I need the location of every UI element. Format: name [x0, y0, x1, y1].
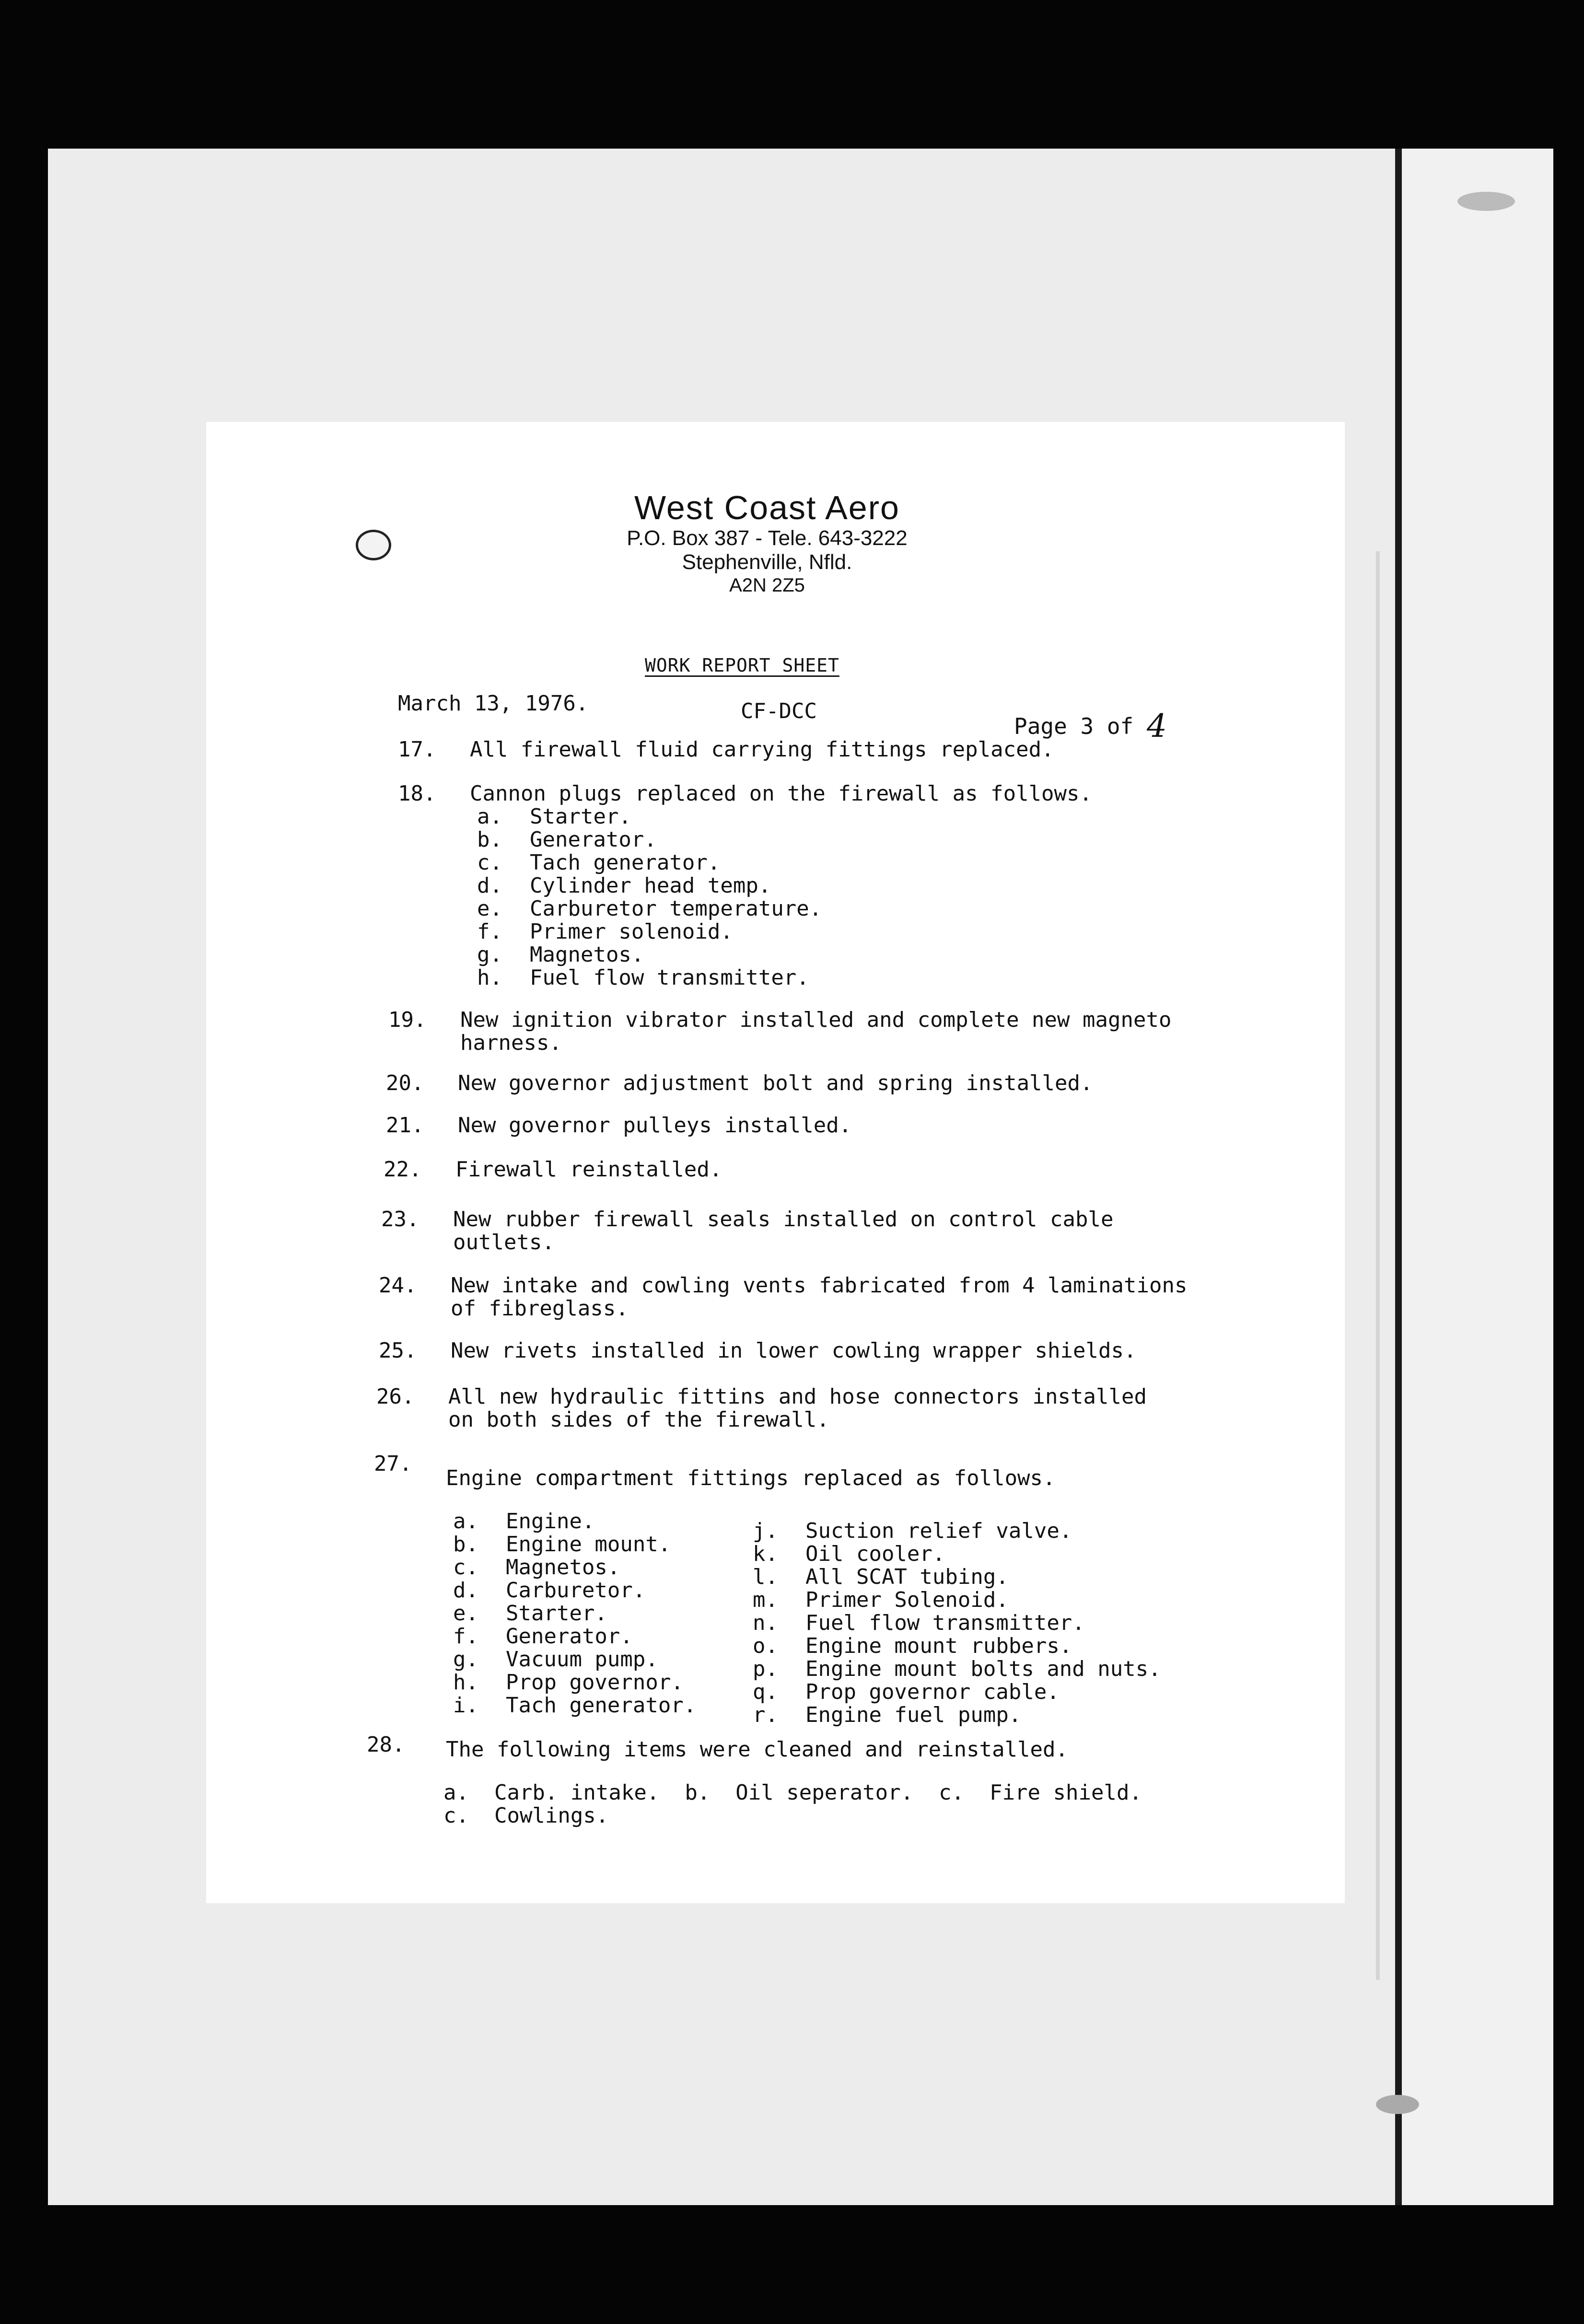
- sub-item: e. Starter.: [453, 1601, 607, 1626]
- item-text: harness.: [460, 1031, 562, 1055]
- item-text: New intake and cowling vents fabricated from 4 laminations: [451, 1273, 1188, 1298]
- item-text: New ignition vibrator installed and complete new magneto: [460, 1008, 1172, 1032]
- item-text: All firewall fluid carrying fittings replaced.: [470, 737, 1054, 762]
- item-number: 21.: [386, 1113, 424, 1138]
- document-title: WORK REPORT SHEET: [645, 655, 839, 676]
- item-number: 24.: [379, 1273, 417, 1298]
- backing-fold-line: [1395, 149, 1402, 2205]
- sub-item: l. All SCAT tubing.: [753, 1565, 1009, 1589]
- sub-item: p. Engine mount bolts and nuts.: [753, 1657, 1161, 1681]
- page-total: 4: [1146, 708, 1167, 744]
- sub-item: c. Magnetos.: [453, 1555, 620, 1580]
- page-label: Page 3 of: [1014, 713, 1147, 739]
- item-text: outlets.: [453, 1230, 555, 1255]
- sub-item-line: c. Cowlings.: [443, 1803, 609, 1828]
- sub-item: a. Engine.: [453, 1509, 595, 1534]
- item-text: New rivets installed in lower cowling wrapper shields.: [451, 1338, 1137, 1363]
- item-number: 27.: [374, 1452, 412, 1476]
- sub-item: o. Engine mount rubbers.: [753, 1634, 1072, 1658]
- sub-item: q. Prop governor cable.: [753, 1680, 1060, 1704]
- sub-item: g. Vacuum pump.: [453, 1647, 658, 1672]
- item-text: New governor adjustment bolt and spring installed.: [458, 1071, 1093, 1095]
- item-number: 26.: [376, 1384, 415, 1409]
- letterhead: [599, 489, 935, 596]
- item-number: 25.: [379, 1338, 417, 1363]
- sub-item: d. Cylinder head temp.: [477, 873, 771, 898]
- backing-paper-right: [1402, 149, 1553, 2205]
- item-text: The following items were cleaned and reinstalled.: [446, 1737, 1069, 1762]
- sub-item: e. Carburetor temperature.: [477, 896, 822, 921]
- company-name: West Coast Aero: [634, 489, 900, 526]
- item-text: New governor pulleys installed.: [458, 1113, 852, 1138]
- sub-item: a. Starter.: [477, 804, 631, 829]
- item-text: Cannon plugs replaced on the firewall as follows.: [470, 781, 1093, 806]
- report-date: March 13, 1976.: [398, 691, 589, 716]
- item-number: 23.: [381, 1207, 419, 1232]
- sub-item: c. Tach generator.: [477, 850, 721, 875]
- item-number: 18.: [398, 781, 436, 806]
- smudge: [1457, 192, 1515, 211]
- aircraft-registration: CF-DCC: [741, 699, 817, 723]
- sub-item: i. Tach generator.: [453, 1693, 697, 1718]
- sub-item-line: a. Carb. intake. b. Oil seperator. c. Fire shield.: [443, 1780, 1142, 1805]
- page-number: [1014, 705, 1167, 742]
- item-number: 19.: [388, 1008, 427, 1032]
- company-address: P.O. Box 387 - Tele. 643-3222: [627, 526, 908, 550]
- sub-item: b. Generator.: [477, 827, 657, 852]
- item-text: Engine compartment fittings replaced as follows.: [446, 1466, 1056, 1490]
- company-postal-code: A2N 2Z5: [729, 575, 805, 596]
- sub-item: d. Carburetor.: [453, 1578, 646, 1603]
- sub-item: j. Suction relief valve.: [753, 1519, 1072, 1543]
- item-text: All new hydraulic fittins and hose connectors installed: [448, 1384, 1147, 1409]
- sub-item: k. Oil cooler.: [753, 1542, 945, 1566]
- item-number: 17.: [398, 737, 436, 762]
- item-number: 28.: [367, 1732, 405, 1757]
- sub-item: f. Generator.: [453, 1624, 633, 1649]
- punch-hole: [356, 530, 391, 560]
- item-text: of fibreglass.: [451, 1296, 629, 1321]
- item-text: Firewall reinstalled.: [455, 1157, 722, 1182]
- company-city: Stephenville, Nfld.: [682, 550, 852, 574]
- item-number: 22.: [384, 1157, 422, 1182]
- sub-item: f. Primer solenoid.: [477, 919, 733, 944]
- smudge: [1376, 2095, 1419, 2114]
- sub-item: h. Prop governor.: [453, 1670, 684, 1695]
- backing-edge: [1376, 551, 1380, 1980]
- sub-item: r. Engine fuel pump.: [753, 1703, 1022, 1727]
- sub-item: g. Magnetos.: [477, 942, 644, 967]
- sub-item: n. Fuel flow transmitter.: [753, 1611, 1085, 1635]
- item-text: on both sides of the firewall.: [448, 1407, 829, 1432]
- sub-item: m. Primer Solenoid.: [753, 1588, 1009, 1612]
- item-number: 20.: [386, 1071, 424, 1095]
- sub-item: b. Engine mount.: [453, 1532, 671, 1557]
- item-text: New rubber firewall seals installed on control cable: [453, 1207, 1114, 1232]
- sub-item: h. Fuel flow transmitter.: [477, 965, 809, 990]
